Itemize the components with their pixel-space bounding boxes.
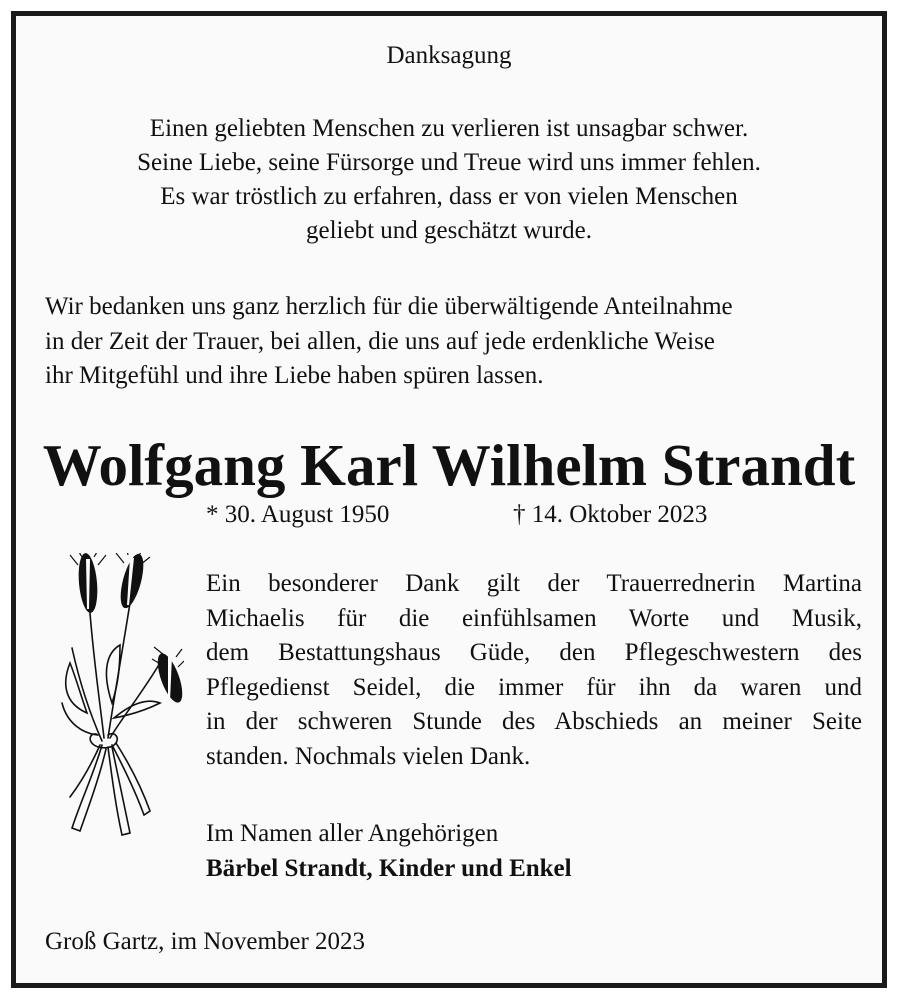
special-thanks-line: in der schweren Stunde des Abschieds an meiner Seite [206,708,862,735]
special-thanks-line: Michaelis für die einfühlsamen Worte und Musik, [206,604,862,632]
notice-heading: Danksagung [386,42,512,69]
poem [16,112,882,248]
poem-line: Es war tröstlich zu erfahren, dass er von vielen Menschen [160,183,738,210]
wheat-bundle-icon [42,553,184,843]
special-thanks-line: Pflegedienst Seidel, die immer für ihn da waren und [206,673,862,701]
poem-line: Einen geliebten Menschen zu verlieren ist unsagbar schwer. [149,115,749,142]
special-thanks [206,567,862,774]
thanks-paragraph [45,290,865,394]
thanks-line: Wir bedanken uns ganz herzlich für die überwältigende Anteilnahme [45,293,733,320]
signoff [206,817,572,886]
birth-date: * 30. August 1950 [206,501,390,528]
special-thanks-line: dem Bestattungshaus Güde, den Pflegeschwestern des [206,639,862,666]
thanks-line: ihr Mitgefühl und ihre Liebe haben spüren lassen. [45,362,544,389]
thanks-line: in der Zeit der Trauer, bei allen, die uns auf jede erdenkliche Weise [45,327,715,355]
special-thanks-line: standen. Nochmals vielen Dank. [206,742,531,770]
place-date: Groß Gartz, im November 2023 [45,928,366,955]
special-thanks-line: Ein besonderer Dank gilt der Trauerrednerin Martina [206,570,862,597]
signoff-family: Bärbel Strandt, Kinder und Enkel [206,854,572,882]
poem-line: geliebt und geschätzt wurde. [305,217,592,244]
death-date: † 14. Oktober 2023 [513,501,708,528]
deceased-name: Wolfgang Karl Wilhelm Strandt [42,432,856,498]
signoff-intro: Im Namen aller Angehörigen [206,820,499,847]
notice-frame [11,11,887,988]
poem-line: Seine Liebe, seine Fürsorge und Treue wird uns immer fehlen. [137,149,761,176]
